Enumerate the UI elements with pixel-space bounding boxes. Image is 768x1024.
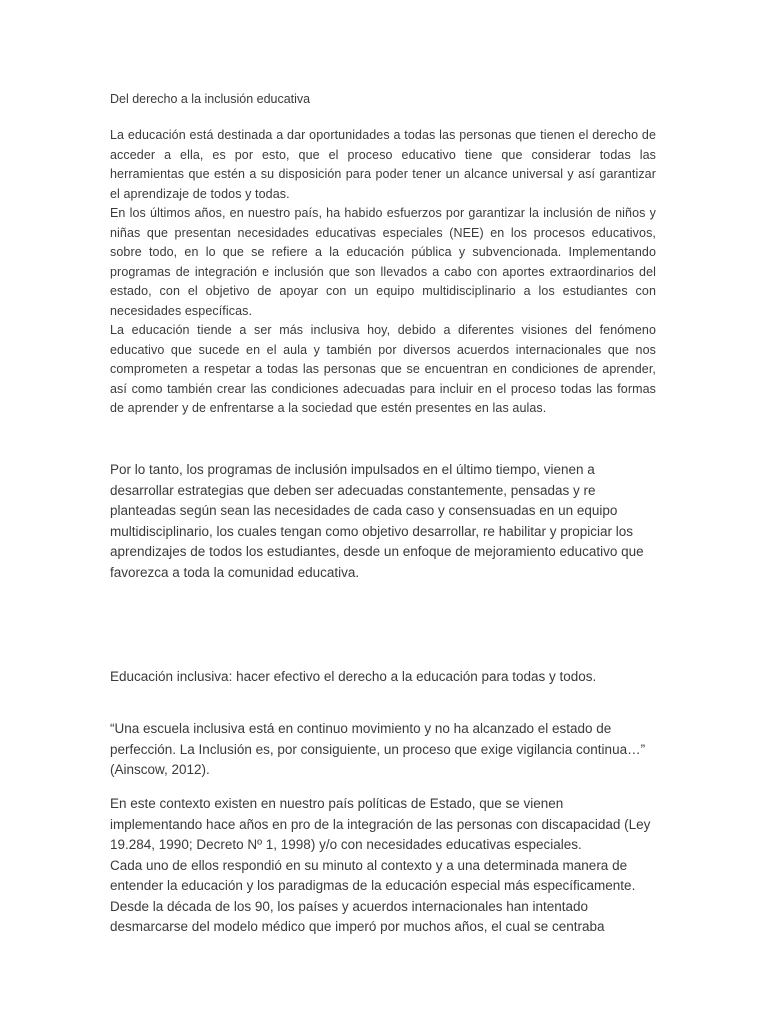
section-2-body — [110, 794, 656, 938]
paragraph-1: La educación está destinada a dar oportunidades a todas las personas que tienen el derecho de acceder a ella, es por esto, que el proceso educativo tiene que considerar todas las herramientas que estén a su disposición para poder tener un alcance universal y así garantizar el aprendizaje de todos y todas. — [110, 128, 656, 201]
section-1-conclusion — [110, 460, 656, 583]
quote-text: “Una escuela inclusiva está en continuo movimiento y no ha alcanzado el estado de perfección. La Inclusión es, por consiguiente, un proceso que exige vigilancia continua…” (Ainscow, 2012). — [110, 721, 646, 777]
section-2-heading: Educación inclusiva: hacer efectivo el derecho a la educación para todas y todos. — [110, 669, 597, 684]
paragraph-4: Por lo tanto, los programas de inclusión impulsados en el último tiempo, vienen a desarrollar estrategias que deben ser adecuadas constantemente, pensadas y re planteadas según sean las necesidades de cada caso y consensuadas en un equipo multidisciplinario, los cuales tengan como objetivo desarrollar, re habilitar y propiciar los aprendizajes de todos los estudiantes, desde un enfoque de mejoramiento educativo que favorezca a toda la comunidad educativa. — [110, 462, 644, 580]
paragraph-6: Cada uno de ellos respondió en su minuto al contexto y a una determinada manera de entender la educación y los paradigmas de la educación especial más específicamente. — [110, 857, 636, 893]
section-2-quote — [110, 719, 656, 781]
paragraph-3: La educación tiende a ser más inclusiva hoy, debido a diferentes visiones del fenómeno educativo que sucede en el aula y también por diversos acuerdos internacionales que nos comprometen a respetar a todas las personas que se encuentran en condiciones de aprender, así como también crear las condiciones adecuadas para incluir en el proceso todas las formas de aprender y de enfrentarse a la sociedad que estén presentes en las aulas. — [110, 323, 656, 415]
section-1-body — [110, 126, 656, 419]
paragraph-7: Desde la década de los 90, los países y acuerdos internacionales han intentado desmarcarse del modelo médico que imperó por muchos años, el cual se centraba — [110, 898, 605, 934]
paragraph-5: En este contexto existen en nuestro país políticas de Estado, que se vienen implementando hace años en pro de la integración de las personas con discapacidad (Ley 19.284, 1990; Decreto Nº 1, 1998) y/o con necesidades educativas especiales. — [110, 796, 651, 852]
page-title: Del derecho a la inclusión educativa — [110, 92, 311, 106]
paragraph-2: En los últimos años, en nuestro país, ha habido esfuerzos por garantizar la inclusión de niños y niñas que presentan necesidades educativas especiales (NEE) en los procesos educativos, sobre todo, en lo que se refiere a la educación pública y subvencionada. Implementando programas de integración e inclusión que son llevados a cabo con aportes extraordinarios del estado, con el objetivo de apoyar con un equipo multidisciplinario a los estudiantes con necesidades específicas. — [110, 206, 656, 318]
